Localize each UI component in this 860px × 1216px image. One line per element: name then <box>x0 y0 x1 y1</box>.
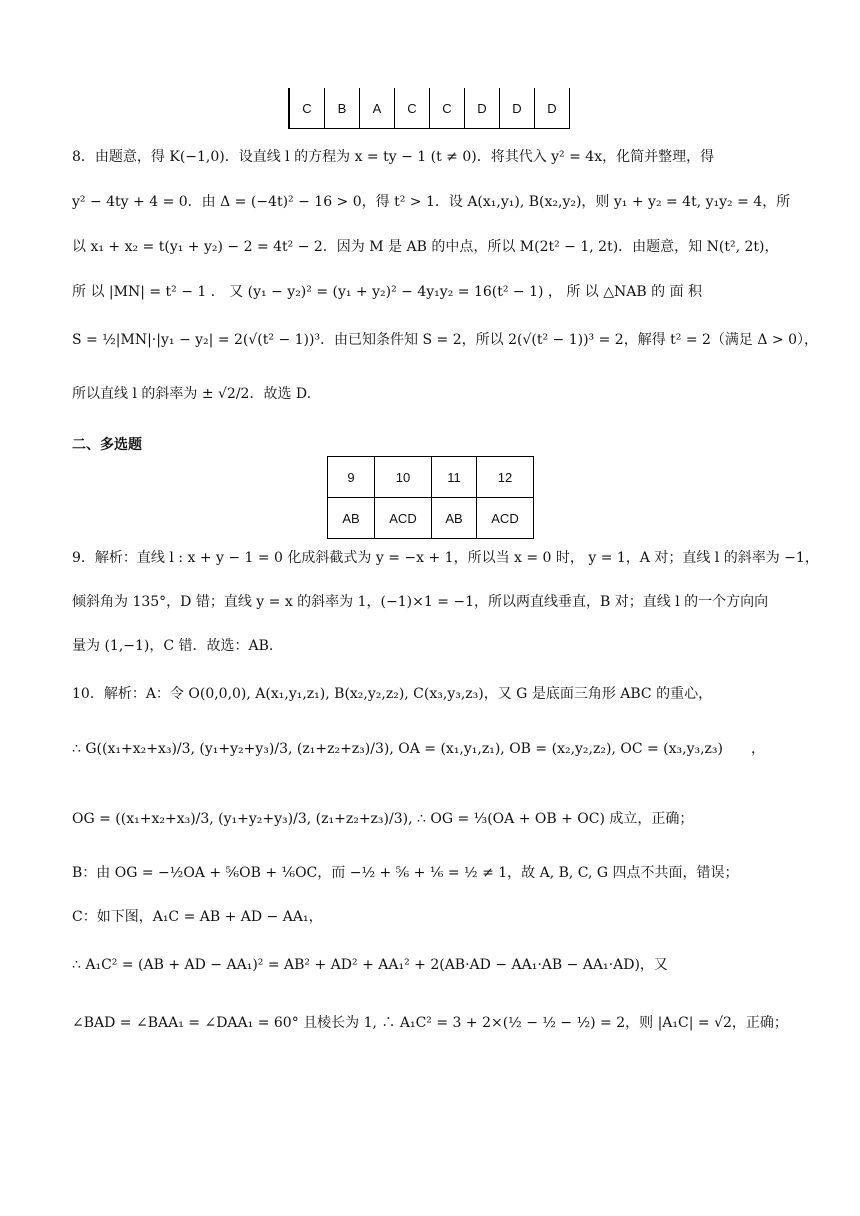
answer-cell: ACD <box>477 498 534 539</box>
q8-line-1: 8．由题意，得 K(−1,0)．设直线 l 的方程为 x = ty − 1 (t ≠ 0)．将其代入 y² = 4x，化简并整理，得 <box>72 149 715 165</box>
q9-line-3: 量为 (1,−1)，C 错．故选：AB. <box>72 638 274 654</box>
q8-line-4: 所 以 |MN| = t² − 1 ． 又 (y₁ − y₂)² = (y₁ + y₂)² − 4y₁y₂ = 16(t² − 1) ， 所 以 △NAB 的 面 积 <box>72 284 703 300</box>
answer-cell: AB <box>432 498 477 539</box>
question-number-cell: 11 <box>432 457 477 498</box>
answer-cell: AB <box>328 498 375 539</box>
single-choice-answer-table <box>288 88 570 129</box>
q8-line-3: 以 x₁ + x₂ = t(y₁ + y₂) − 2 = 4t² − 2．因为 M 是 AB 的中点，所以 M(2t² − 1, 2t)．由题意，知 N(t², 2t)， <box>72 239 779 255</box>
answer-cell: C <box>430 88 465 129</box>
question-number-cell: 10 <box>375 457 432 498</box>
answer-cell: D <box>465 88 500 129</box>
q8-line-5: S = ½|MN|·|y₁ − y₂| = 2(√(t² − 1))³．由已知条件知 S = 2，所以 2(√(t² − 1))³ = 2，解得 t² = 2（满足 Δ > 0）， <box>72 332 819 348</box>
q9-line-1: 9．解析：直线 l : x + y − 1 = 0 化成斜截式为 y = −x + 1，所以当 x = 0 时， y = 1，A 对；直线 l 的斜率为 −1， <box>72 550 819 566</box>
q10-line-4: B：由 OG = −½OA + ⅚OB + ⅙OC，而 −½ + ⅚ + ⅙ = ½ ≠ 1，故 A, B, C, G 四点不共面，错误； <box>72 865 739 881</box>
q8-line-6: 所以直线 l 的斜率为 ± √2/2．故选 D. <box>72 386 312 402</box>
q10-line-2: ∴ G((x₁+x₂+x₃)/3, (y₁+y₂+y₃)/3, (z₁+z₂+z₃)/3), OA = (x₁,y₁,z₁), OB = (x₂,y₂,z₂), OC = (x₃,y₃,z₃) ， <box>72 741 766 757</box>
q10-line-3: OG = ((x₁+x₂+x₃)/3, (y₁+y₂+y₃)/3, (z₁+z₂+z₃)/3), ∴ OG = ⅓(OA + OB + OC) 成立，正确； <box>72 811 694 827</box>
answer-cell: ACD <box>375 498 432 539</box>
q10-line-5: C：如下图，A₁C = AB + AD − AA₁， <box>72 909 323 925</box>
answer-cell: D <box>535 88 570 129</box>
answer-cell: B <box>325 88 360 129</box>
answer-cell: A <box>360 88 395 129</box>
q10-line-7: ∠BAD = ∠BAA₁ = ∠DAA₁ = 60° 且棱长为 1, ∴ A₁C² = 3 + 2×(½ − ½ − ½) = 2，则 |A₁C| = √2，正确； <box>72 1015 788 1031</box>
multi-choice-answer-table <box>327 456 534 539</box>
q10-line-6: ∴ A₁C² = (AB + AD − AA₁)² = AB² + AD² + AA₁² + 2(AB·AD − AA₁·AB − AA₁·AD)，又 <box>72 957 668 973</box>
q10-line-1: 10．解析：A：令 O(0,0,0), A(x₁,y₁,z₁), B(x₂,y₂,z₂), C(x₃,y₃,z₃)，又 G 是底面三角形 ABC 的重心， <box>72 686 713 702</box>
answer-cell: C <box>395 88 430 129</box>
answer-cell: C <box>289 88 325 129</box>
question-number-cell: 9 <box>328 457 375 498</box>
question-number-cell: 12 <box>477 457 534 498</box>
q8-line-2: y² − 4ty + 4 = 0．由 Δ = (−4t)² − 16 > 0，得 t² > 1．设 A(x₁,y₁), B(x₂,y₂)，则 y₁ + y₂ = 4t, y₁y₂ = 4，所 <box>72 194 791 210</box>
answer-cell: D <box>500 88 535 129</box>
section-title: 二、多选题 <box>72 437 142 453</box>
q9-line-2: 倾斜角为 135°，D 错；直线 y = x 的斜率为 1，(−1)×1 = −1，所以两直线垂直，B 对；直线 l 的一个方向向 <box>72 594 769 610</box>
